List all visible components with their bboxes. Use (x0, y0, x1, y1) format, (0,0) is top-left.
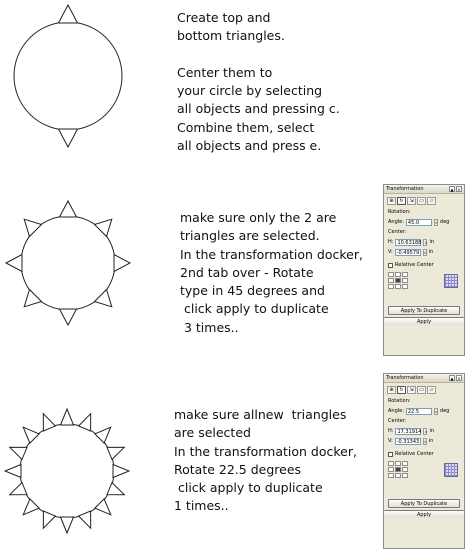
instruction-line: bottom triangles. (177, 28, 285, 44)
instruction-line: triangles are selected. (180, 228, 320, 244)
circle-eight-triangles (0, 186, 140, 346)
triangle-ray (107, 483, 124, 495)
anchor-cell[interactable] (402, 278, 408, 283)
close-icon[interactable]: × (457, 376, 461, 381)
triangle-ray (61, 517, 74, 533)
instruction-line: Rotate 22.5 degrees (174, 461, 302, 477)
triangle-ray (59, 129, 78, 147)
instruction-line: your circle by selecting (177, 83, 323, 99)
anchor-cell-selected[interactable] (395, 278, 401, 283)
instruction-line: make sure allnew triangles (174, 407, 347, 422)
triangle-ray (79, 414, 91, 431)
instruction-line: 1 times.. (174, 498, 229, 514)
size-tab-icon[interactable]: ▭ (417, 386, 426, 394)
triangle-ray (95, 427, 111, 443)
relative-center-row (384, 449, 464, 459)
transformation-docker (383, 373, 465, 549)
anchor-cell[interactable] (388, 461, 394, 466)
triangle-ray (113, 465, 129, 478)
spacer (384, 483, 464, 497)
anchor-area (384, 459, 464, 483)
apply-button[interactable]: Apply (384, 510, 464, 518)
anchor-area (384, 270, 464, 294)
triangle-ray (60, 201, 77, 217)
instruction-step-2 (180, 209, 363, 337)
center-h-row (384, 237, 464, 247)
center-h-row (384, 426, 464, 436)
center-h-input[interactable]: 17.31914 (397, 428, 422, 435)
h-label: H: (388, 428, 394, 434)
triangle-ray (95, 290, 112, 307)
angle-label: Angle: (388, 408, 404, 414)
center-h-unit: in (429, 239, 435, 245)
triangle-ray (5, 465, 21, 478)
apply-to-duplicate-button[interactable]: Apply To Duplicate (388, 499, 460, 508)
position-tab-icon[interactable]: ⊕ (387, 197, 396, 205)
rotation-preview-icon (444, 463, 458, 477)
triangle-ray (43, 511, 55, 528)
instruction-line: In the transformation docker, (180, 246, 363, 262)
anchor-cell[interactable] (395, 461, 401, 466)
instruction-line: Create top and (177, 10, 271, 25)
docker-titlebar (384, 374, 464, 383)
center-heading (384, 416, 464, 426)
center-h-input[interactable]: 10.63188 (397, 239, 422, 246)
center-h-unit: in (429, 428, 435, 434)
triangle-ray (10, 483, 27, 495)
instruction-line: are selected (174, 425, 251, 441)
triangle-ray (107, 447, 124, 459)
triangle-ray (59, 5, 78, 23)
anchor-cell[interactable] (402, 461, 408, 466)
circle-outline (14, 22, 122, 130)
docker-controls (449, 186, 462, 192)
angle-row (384, 217, 464, 227)
v-label: V: (388, 438, 393, 444)
center-h-spinner[interactable]: ⇕ (424, 240, 427, 245)
anchor-cell-selected[interactable] (395, 467, 401, 472)
rotate-tab-icon[interactable]: ↻ (397, 197, 406, 205)
anchor-cell[interactable] (402, 272, 408, 277)
relative-center-label: Relative Center (395, 262, 434, 268)
triangle-ray (24, 290, 41, 307)
center-label: Center: (388, 229, 407, 235)
center-v-unit: in (428, 438, 434, 444)
collapse-icon[interactable]: ▲ (450, 376, 454, 381)
anchor-cell[interactable] (395, 473, 401, 478)
anchor-cell[interactable] (402, 284, 408, 289)
triangle-ray (79, 511, 91, 528)
anchor-cell[interactable] (388, 272, 394, 277)
triangle-ray (95, 219, 112, 236)
anchor-cell[interactable] (388, 473, 394, 478)
rotation-preview-icon (444, 274, 458, 288)
scale-tab-icon[interactable]: ⇲ (407, 197, 416, 205)
apply-to-duplicate-button[interactable]: Apply To Duplicate (388, 306, 460, 315)
angle-input[interactable]: 22.5 (406, 408, 432, 415)
docker-controls (449, 375, 462, 381)
anchor-cell[interactable] (388, 284, 394, 289)
figure-step-3 (0, 386, 140, 551)
anchor-cell[interactable] (388, 278, 394, 283)
v-label: V: (388, 249, 393, 255)
instruction-line: click apply to duplicate (180, 301, 329, 317)
instruction-line: type in 45 degrees and (180, 283, 325, 299)
triangle-ray (24, 219, 41, 236)
triangle-ray (23, 499, 39, 515)
figure-step-2 (0, 186, 140, 346)
rotation-heading (384, 396, 464, 406)
relative-center-row (384, 260, 464, 270)
instruction-line: all objects and press e. (177, 138, 322, 154)
instruction-line: click apply to duplicate (174, 480, 323, 496)
instruction-step-3 (174, 406, 357, 516)
relative-center-checkbox[interactable] (388, 452, 393, 457)
instruction-line: In the transformation docker, (174, 443, 357, 459)
circle-sixteen-triangles (0, 386, 140, 551)
center-heading (384, 227, 464, 237)
docker-titlebar (384, 185, 464, 194)
triangle-ray (10, 447, 27, 459)
instruction-line: 3 times.. (180, 319, 239, 335)
angle-spinner[interactable]: ⇕ (434, 220, 438, 225)
instruction-line: all objects and pressing c. (177, 101, 340, 117)
size-tab-icon[interactable]: ▭ (417, 197, 426, 205)
spacer (384, 294, 464, 304)
anchor-cell[interactable] (395, 284, 401, 289)
rotate-tab-icon[interactable]: ↻ (397, 386, 406, 394)
angle-unit: deg (439, 408, 450, 414)
angle-spinner[interactable]: ⇕ (434, 409, 438, 414)
triangle-ray (43, 414, 55, 431)
close-icon[interactable]: × (457, 187, 461, 192)
circle-two-triangles (0, 0, 140, 160)
center-v-spinner[interactable]: ⇕ (423, 250, 427, 255)
instruction-step-1 (177, 9, 340, 155)
skew-tab-icon[interactable]: ▱ (427, 386, 436, 394)
rotation-label: Rotation: (388, 209, 411, 215)
scale-tab-icon[interactable]: ⇲ (407, 386, 416, 394)
triangle-ray (60, 309, 77, 325)
anchor-cell[interactable] (388, 467, 394, 472)
docker-title: Transformation (386, 186, 424, 192)
transform-tabs (384, 383, 464, 396)
angle-label: Angle: (388, 219, 404, 225)
rotation-heading (384, 207, 464, 217)
h-label: H: (388, 239, 394, 245)
anchor-cell[interactable] (395, 272, 401, 277)
anchor-cell[interactable] (402, 473, 408, 478)
triangle-ray (95, 499, 111, 515)
center-v-spinner[interactable]: ⇕ (423, 439, 427, 444)
apply-button[interactable]: Apply (384, 317, 464, 325)
center-v-input[interactable]: -0.49579 (396, 249, 420, 256)
skew-tab-icon[interactable]: ▱ (427, 197, 436, 205)
anchor-cell[interactable] (402, 467, 408, 472)
instruction-line: make sure only the 2 are (180, 210, 337, 225)
triangle-ray (114, 255, 130, 272)
angle-unit: deg (439, 219, 450, 225)
triangle-ray (23, 427, 39, 443)
instruction-line: Combine them, select (177, 119, 315, 135)
collapse-icon[interactable]: ▲ (450, 187, 454, 192)
docker-title: Transformation (386, 375, 424, 381)
instruction-gap (177, 46, 340, 64)
center-v-input[interactable]: -0.31343 (396, 438, 420, 445)
relative-center-checkbox[interactable] (388, 263, 393, 268)
instruction-line: Center them to (177, 64, 273, 80)
angle-input[interactable]: 45.0 (406, 219, 432, 226)
center-label: Center: (388, 418, 407, 424)
instruction-line: 2nd tab over - Rotate (180, 264, 314, 280)
center-h-spinner[interactable]: ⇕ (424, 429, 427, 434)
triangle-ray (6, 255, 22, 272)
figure-step-1 (0, 0, 140, 160)
transformation-docker (383, 184, 465, 356)
center-v-unit: in (428, 249, 434, 255)
center-v-row (384, 436, 464, 446)
position-tab-icon[interactable]: ⊕ (387, 386, 396, 394)
rotation-label: Rotation: (388, 398, 411, 404)
center-v-row (384, 247, 464, 257)
relative-center-label: Relative Center (395, 451, 434, 457)
triangle-ray (61, 409, 74, 425)
angle-row (384, 406, 464, 416)
transform-tabs (384, 194, 464, 207)
